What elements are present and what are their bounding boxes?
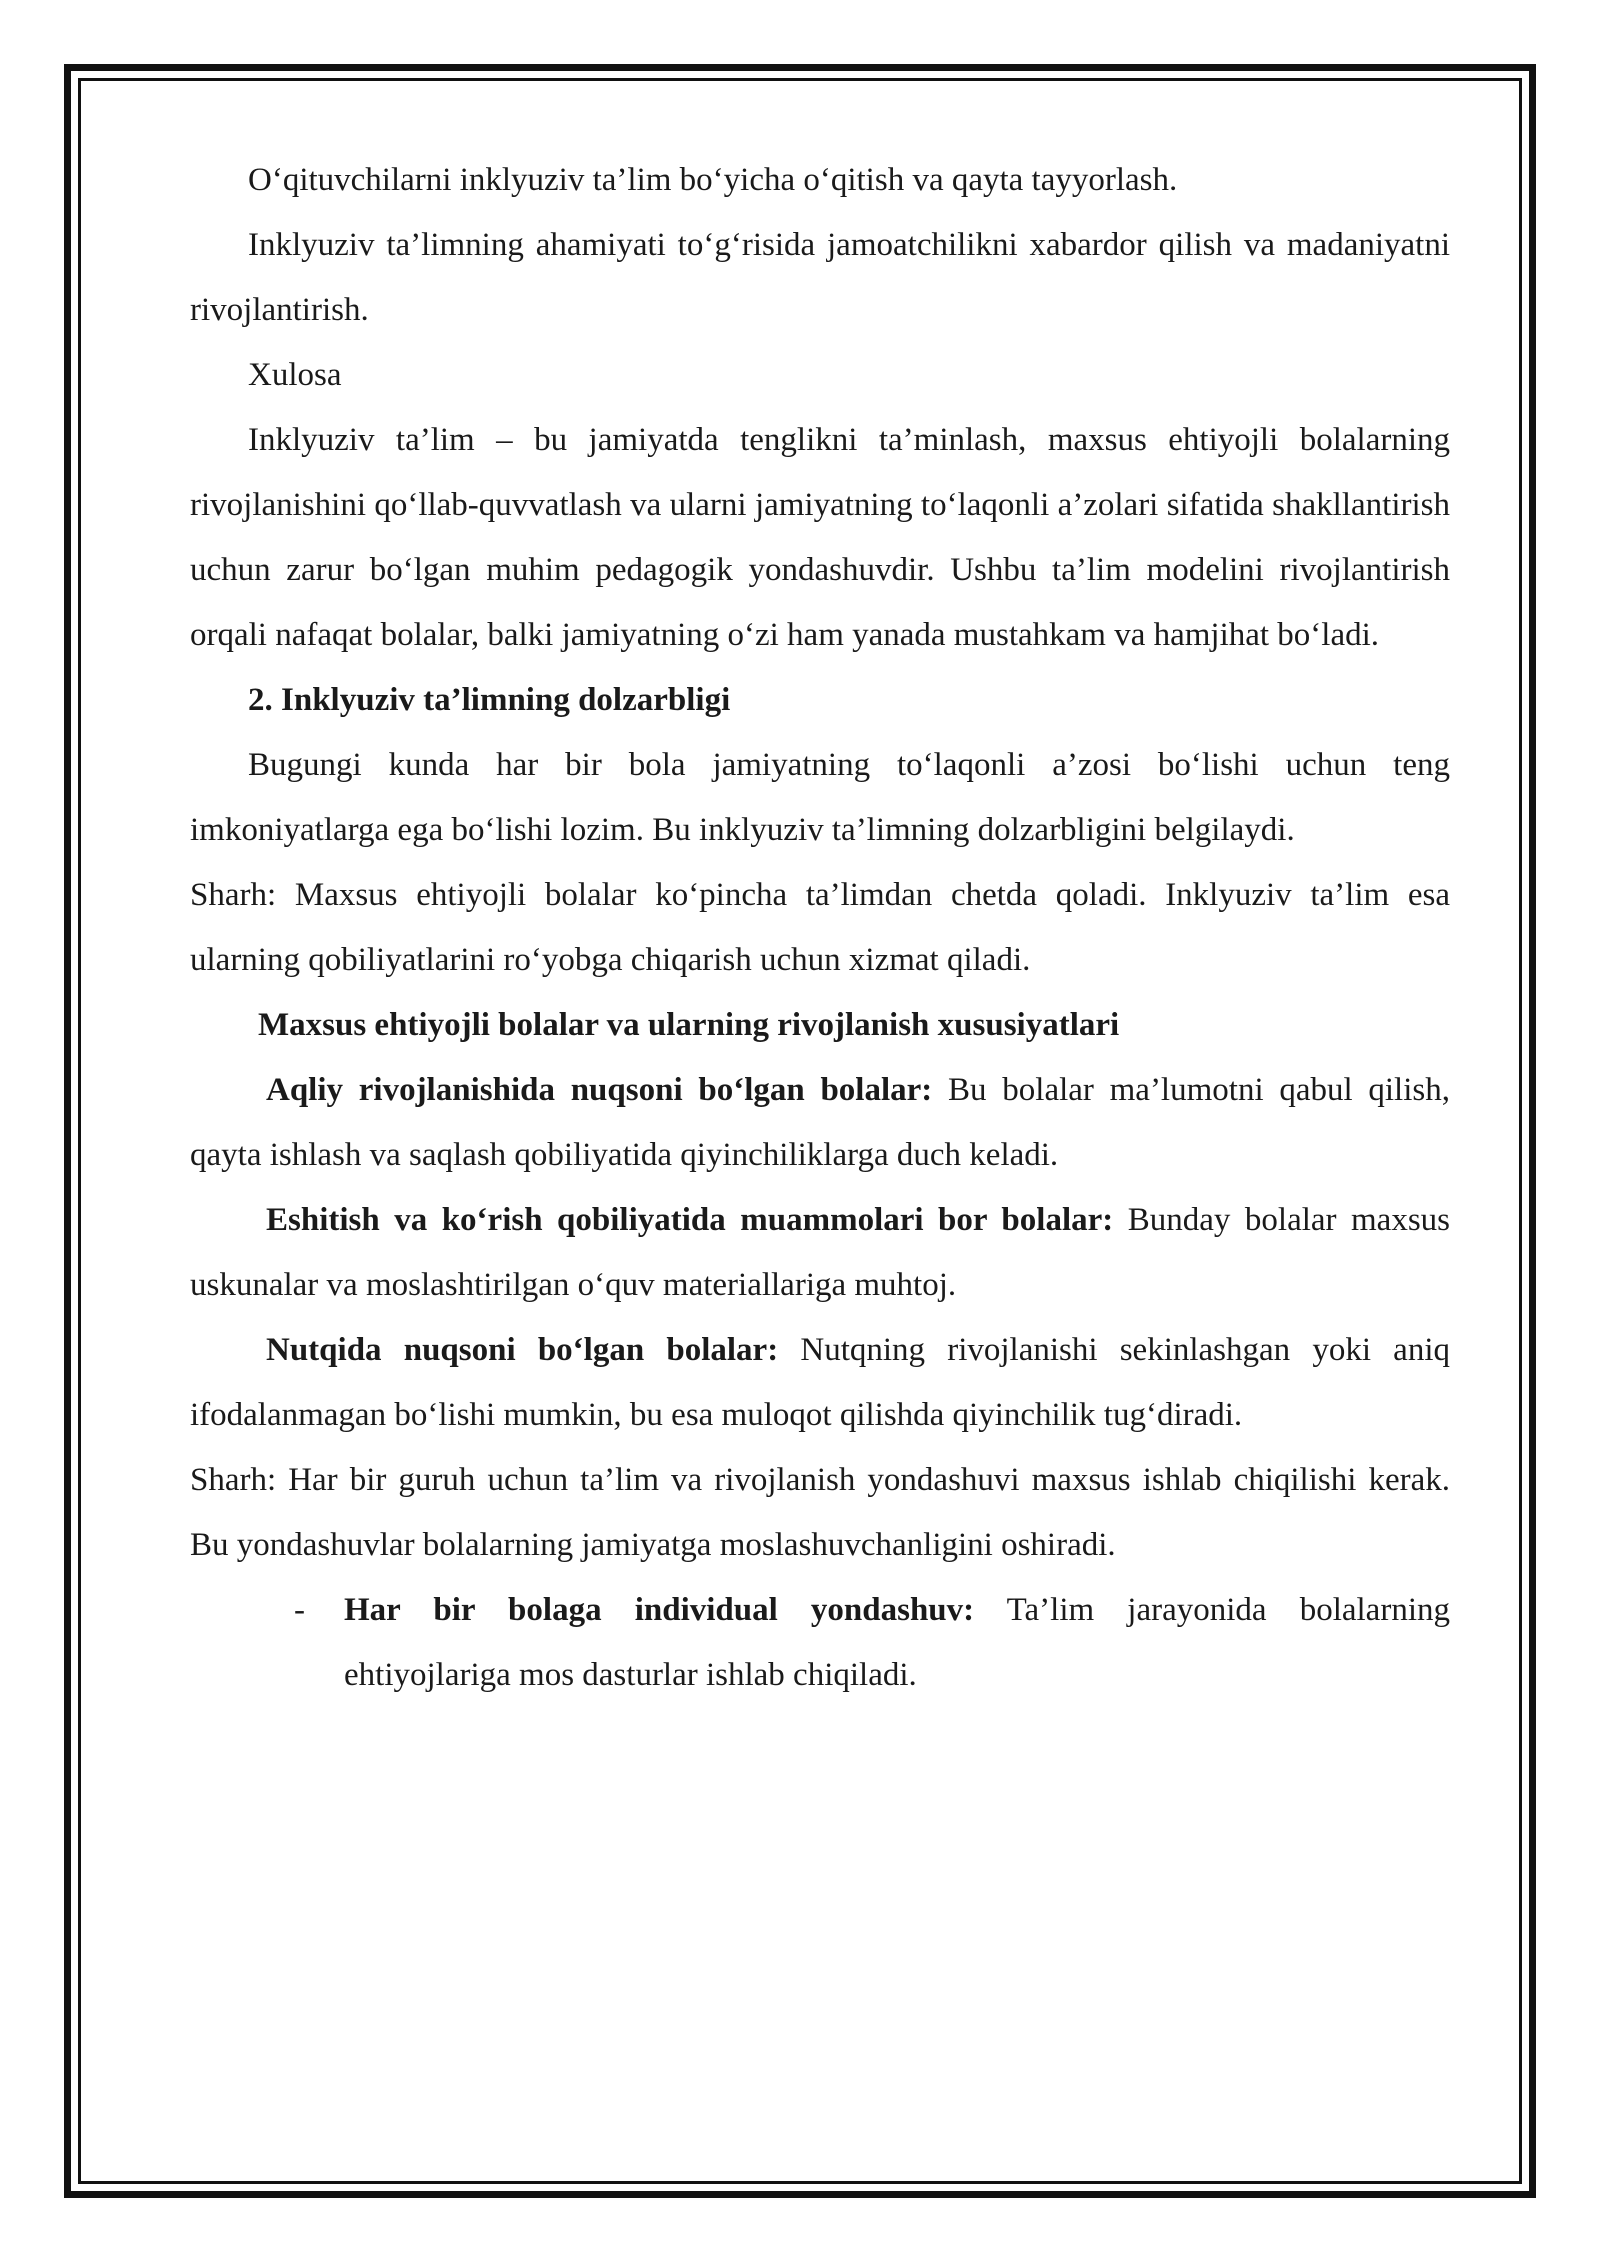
paragraph-teacher-training: O‘qituvchilarni inklyuziv ta’lim bo‘yicha o‘qitish va qayta tayyorlash. (248, 162, 1178, 198)
description-hearing-vision: Bunday bolalar maxsus uskunalar va moslashtirilgan o‘quv materiallariga muhtoj. (190, 1202, 1451, 1303)
bullet-dash: - (294, 1592, 305, 1628)
bullet-individual-approach (294, 1578, 1450, 1708)
term-speech-disorder: Nutqida nuqsoni bo‘lgan bolalar: (266, 1332, 779, 1368)
description-speech-disorder: Nutqning rivojlanishi sekinlashgan yoki aniq ifodalanmagan bo‘lishi mumkin, bu esa muloqot qilishda qiyinchilik tug‘diradi. (190, 1332, 1450, 1433)
paragraph-speech-disorder (190, 1318, 1450, 1448)
document-body (190, 148, 1450, 1708)
paragraph-hearing-vision (190, 1188, 1450, 1318)
term-hearing-vision: Eshitish va ko‘rish qobiliyatida muammolari bor bolalar: (266, 1202, 1114, 1238)
term-intellectual-disability: Aqliy rivojlanishida nuqsoni bo‘lgan bolalar: (266, 1072, 933, 1108)
paragraph-intellectual-disability (190, 1058, 1450, 1188)
description-intellectual-disability: Bu bolalar ma’lumotni qabul qilish, qayta ishlash va saqlash qobiliyatida qiyinchiliklarga duch keladi. (190, 1072, 1450, 1173)
paragraph-comment-1: Sharh: Maxsus ehtiyojli bolalar ko‘pincha ta’limdan chetda qoladi. Inklyuziv ta’lim esa ularning qobiliyatlarini ro‘yobga chiqarish uchun xizmat qiladi. (190, 877, 1450, 978)
paragraph-public-awareness: Inklyuziv ta’limning ahamiyati to‘g‘risida jamoatchilikni xabardor qilish va madaniyatni rivojlantirish. (190, 227, 1450, 328)
paragraph-conclusion: Inklyuziv ta’lim – bu jamiyatda tenglikni ta’minlash, maxsus ehtiyojli bolalarning rivojlanishini qo‘llab-quvvatlash va ularni jamiyatning to‘laqonli a’zolari sifatida shakllantirish uchun zarur bo‘lgan muhim pedagogik yondashuvdir. Ushbu ta’lim modelini rivojlantirish orqali nafaqat bolalar, balki jamiyatning o‘zi ham yanada mustahkam va hamjihat bo‘ladi. (190, 422, 1450, 653)
paragraph-relevance: Bugungi kunda har bir bola jamiyatning to‘laqonli a’zosi bo‘lishi uchun teng imkoniyatlarga ega bo‘lishi lozim. Bu inklyuziv ta’limning dolzarbligini belgilaydi. (190, 747, 1450, 848)
description-individual-approach: Ta’lim jarayonida bolalarning ehtiyojlariga mos dasturlar ishlab chiqiladi. (344, 1592, 1450, 1693)
paragraph-comment-2: Sharh: Har bir guruh uchun ta’lim va rivojlanish yondashuvi maxsus ishlab chiqilishi kerak. Bu yondashuvlar bolalarning jamiyatga moslashuvchanligini oshiradi. (190, 1462, 1450, 1563)
term-individual-approach: Har bir bolaga individual yondashuv: (344, 1592, 975, 1628)
section-heading-relevance: 2. Inklyuziv ta’limning dolzarbligi (248, 682, 731, 718)
conclusion-heading: Xulosa (248, 357, 342, 393)
subheading-special-needs: Maxsus ehtiyojli bolalar va ularning rivojlanish xususiyatlari (258, 1007, 1120, 1043)
